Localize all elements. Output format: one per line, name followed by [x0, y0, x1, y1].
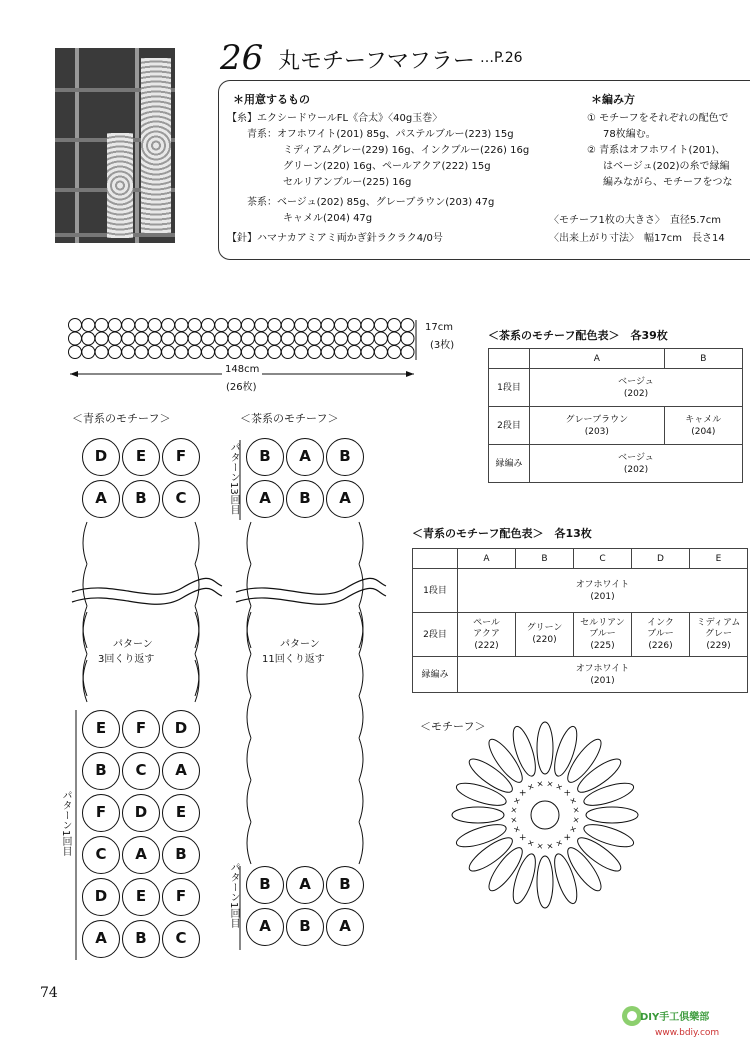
cell-name: インク ブルー	[647, 617, 674, 639]
motif-circle: E	[122, 438, 160, 476]
stitch-mark: ×	[536, 841, 545, 852]
motif-circle: C	[162, 480, 200, 518]
cell-value: オフホワイト	[575, 663, 630, 674]
motif-circle: B	[122, 480, 160, 518]
blue-yarn-4: セルリアンブルー(225) 16g	[283, 177, 412, 188]
stitch-mark: ×	[567, 795, 579, 806]
motif-petal	[550, 724, 581, 778]
pattern-number: 26	[220, 38, 264, 78]
col-header: B	[664, 349, 742, 369]
cell-code: (220)	[532, 635, 557, 645]
cell-value: キャメル	[685, 414, 722, 425]
cell-value	[690, 613, 748, 657]
motif-circle: B	[286, 480, 324, 518]
motif-circle: D	[162, 710, 200, 748]
page-number: 74	[40, 985, 58, 1001]
row-label: 縁編み	[413, 657, 458, 693]
row-label: 2段目	[489, 407, 530, 445]
stitch-mark: ×	[554, 781, 565, 793]
break-wave	[236, 578, 386, 594]
row-label: 2段目	[413, 613, 458, 657]
stitch-mark: ×	[545, 778, 554, 789]
motif-petal	[484, 735, 528, 786]
cell-code: (203)	[584, 426, 609, 437]
width-label: 17cm	[425, 322, 453, 333]
length-count: (26枚)	[226, 382, 257, 393]
motif-petal	[454, 820, 508, 851]
motif-circle: F	[82, 794, 120, 832]
stitch-mark: ×	[567, 824, 579, 835]
blue-yarn-2: ミディアムグレー(229) 16g、インクブルー(226) 16g	[283, 145, 530, 156]
motif-petal	[537, 722, 553, 774]
motif-circle: E	[122, 878, 160, 916]
stitch-mark: ×	[554, 837, 565, 849]
cell-value	[458, 613, 516, 657]
break-wave	[72, 578, 222, 594]
stitch-mark: ×	[561, 831, 573, 843]
col-header: D	[632, 549, 690, 569]
cell-name: グリーン	[526, 623, 563, 633]
motif-circle: A	[82, 920, 120, 958]
watermark-url: www.bdiy.com	[655, 1028, 720, 1038]
cell-value: グレーブラウン	[565, 414, 629, 425]
col-header: A	[530, 349, 665, 369]
method-step-1b: 78枚編む。	[603, 129, 656, 140]
finished-size: 〈出来上がり寸法〉 幅17cm 長さ14	[549, 233, 725, 244]
motif-circle: C	[82, 836, 120, 874]
motif-circle: B	[82, 752, 120, 790]
motif-circle: B	[286, 908, 324, 946]
motif-circle: F	[162, 438, 200, 476]
motif-circle: A	[326, 480, 364, 518]
motif-petal	[563, 843, 607, 894]
stitch-mark: ×	[545, 841, 554, 852]
brown-top-pattern-label: パターン13回目	[228, 442, 239, 515]
motif-size: 〈モチーフ1枚の大きさ〉 直径5.7cm	[549, 215, 722, 226]
motif-circle: A	[162, 752, 200, 790]
motif-petal	[563, 735, 607, 786]
motif-circle: D	[82, 438, 120, 476]
col-header: B	[516, 549, 574, 569]
cell-code: (202)	[623, 464, 649, 475]
blue-color-table	[412, 548, 748, 693]
needle-line: 【針】ハマナカアミアミ両かぎ針ラクラク4/0号	[227, 233, 443, 244]
col-header: E	[690, 549, 748, 569]
motif-petal	[465, 754, 516, 798]
length-label: 148cm	[222, 364, 262, 375]
break-wave	[72, 588, 222, 604]
cell-code: (204)	[691, 426, 716, 437]
brown-yarn-1: 茶系：ベージュ(202) 85g、グレーブラウン(203) 47g	[247, 197, 495, 208]
blue-table-title: ＜青系のモチーフ配色表＞ 各13枚	[412, 527, 592, 540]
motif-circle: B	[162, 836, 200, 874]
cell-value	[516, 613, 574, 657]
stitch-mark: ×	[571, 815, 582, 824]
stitch-mark: ×	[511, 824, 523, 835]
col-header: C	[574, 549, 632, 569]
stitch-mark: ×	[508, 815, 519, 824]
method-step-1a: ① モチーフをそれぞれの配色で	[587, 113, 729, 124]
break-wave	[236, 588, 386, 604]
method-step-2a: ② 青系はオフホワイト(201)、	[587, 145, 726, 156]
motif-circle: A	[286, 438, 324, 476]
brown-color-table	[488, 348, 743, 483]
motif-petal	[550, 852, 581, 906]
motif-circle: E	[162, 794, 200, 832]
stitch-mark: ×	[508, 806, 519, 815]
motif-circle: D	[122, 794, 160, 832]
stitch-mark: ×	[536, 778, 545, 789]
row-label: 1段目	[489, 369, 530, 407]
motif-petal	[452, 807, 504, 823]
blue-repeat-text-1: パターン	[113, 639, 153, 650]
stitch-mark: ×	[525, 781, 536, 793]
materials-heading: ＊用意するもの	[233, 93, 310, 106]
col-header: A	[458, 549, 516, 569]
motif-circle: A	[122, 836, 160, 874]
motif-petal	[582, 779, 636, 810]
cell-value: ベージュ	[618, 376, 654, 387]
motif-petal	[509, 724, 540, 778]
motif-circle: D	[82, 878, 120, 916]
motif-title: ＜モチーフ＞	[420, 720, 486, 733]
brown-layout-title: ＜茶系のモチーフ＞	[240, 412, 339, 425]
motif-circle: B	[326, 866, 364, 904]
motif-circle: B	[122, 920, 160, 958]
motif-center	[531, 801, 559, 829]
strip-edge	[247, 522, 363, 648]
width-count: (3枚)	[430, 340, 455, 351]
cell-code: (226)	[648, 640, 673, 651]
yarn-line: 【糸】エクシードウールFL《合太》〈40g玉巻〉	[227, 113, 443, 124]
brown-repeat-text-1: パターン	[280, 639, 320, 650]
brown-bottom-pattern-label: パターン1回目	[228, 862, 239, 929]
motif-petal	[454, 779, 508, 810]
blue-repeat-text-2: 3回くり返す	[98, 654, 155, 665]
watermark-text: DIY手工俱樂部	[640, 1012, 710, 1023]
blue-yarn-3: グリーン(220) 16g、ペールアクア(222) 15g	[283, 161, 491, 172]
cell-code: (202)	[623, 388, 649, 399]
stitch-mark: ×	[525, 837, 536, 849]
cell-value: ベージュ	[618, 452, 654, 463]
cell-value	[632, 613, 690, 657]
blue-layout-title: ＜青系のモチーフ＞	[72, 412, 171, 425]
stitch-mark: ×	[511, 795, 523, 806]
cell-name: セルリアン ブルー	[580, 617, 625, 639]
motif-circle: A	[286, 866, 324, 904]
cell-code: (222)	[474, 640, 499, 651]
motif-diagram	[450, 720, 640, 910]
strip-edge	[83, 522, 199, 648]
strip-edge	[83, 660, 199, 702]
stitch-mark: ×	[517, 787, 529, 799]
page-reference: …P.26	[480, 50, 523, 66]
row-label: 縁編み	[489, 445, 530, 483]
brown-yarn-2: キャメル(204) 47g	[283, 213, 373, 224]
stitch-mark: ×	[561, 787, 573, 799]
motif-petal	[573, 833, 624, 877]
motif-petal	[465, 833, 516, 877]
page-title: 丸モチーフマフラー	[278, 49, 475, 74]
motif-circle: F	[122, 710, 160, 748]
motif-circle: F	[162, 878, 200, 916]
motif-petal	[582, 820, 636, 851]
row-label: 1段目	[413, 569, 458, 613]
motif-petal	[573, 754, 624, 798]
motif-petal	[484, 843, 528, 894]
method-step-2b: はベージュ(202)の糸で縁編	[603, 161, 730, 172]
motif-circle: C	[162, 920, 200, 958]
brown-table-title: ＜茶系のモチーフ配色表＞ 各39枚	[488, 329, 668, 342]
motif-petal	[586, 807, 638, 823]
method-step-2c: 編みながら、モチーフをつな	[603, 177, 733, 188]
motif-petal	[537, 856, 553, 908]
blue-pattern-label: パターン1回目	[60, 790, 71, 857]
motif-circle: B	[326, 438, 364, 476]
motif-circle: C	[122, 752, 160, 790]
motif-circle: A	[326, 908, 364, 946]
motif-circle: A	[246, 480, 284, 518]
cell-code: (225)	[590, 640, 615, 651]
cell-code: (201)	[590, 675, 615, 686]
motif-circle: A	[246, 908, 284, 946]
motif-circle: E	[82, 710, 120, 748]
blue-yarn-1: 青系：オフホワイト(201) 85g、パステルブルー(223) 15g	[247, 129, 514, 140]
motif-circle: B	[246, 866, 284, 904]
cell-name: ミディアム グレー	[696, 617, 741, 639]
stitch-mark: ×	[517, 831, 529, 843]
stitch-mark: ×	[571, 806, 582, 815]
motif-circle: B	[246, 438, 284, 476]
brown-repeat-text-2: 11回くり返す	[262, 654, 325, 665]
cell-code: (201)	[590, 591, 615, 602]
cell-value	[574, 613, 632, 657]
cell-name: ペール アクア	[473, 617, 500, 639]
cell-value: オフホワイト	[575, 579, 630, 590]
motif-petal	[509, 852, 540, 906]
motif-circle: A	[82, 480, 120, 518]
method-heading: ＊編み方	[591, 93, 635, 106]
cell-code: (229)	[706, 640, 731, 651]
